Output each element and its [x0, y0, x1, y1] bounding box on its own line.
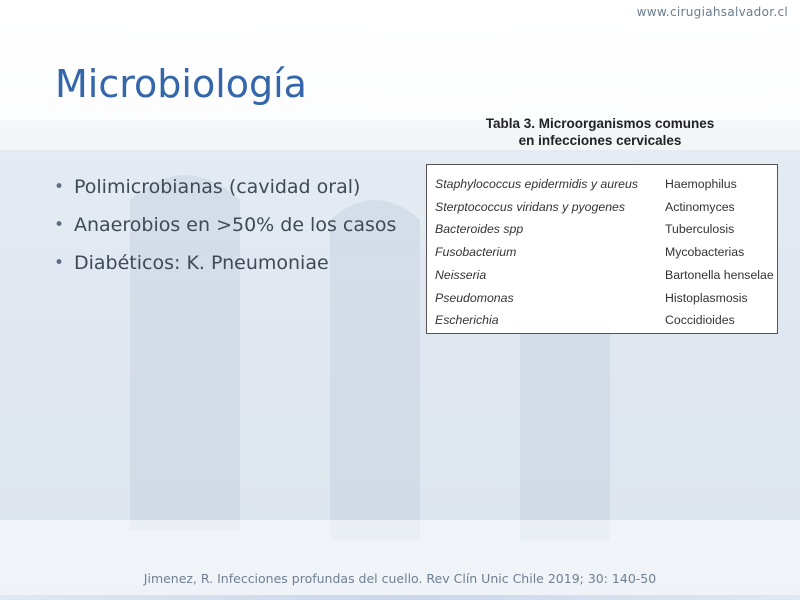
bullet-list [54, 174, 414, 288]
table-cell: Coccidioides [665, 313, 735, 328]
table-cell: Fusobacterium [435, 245, 517, 260]
table-title-line2: en infecciones cervicales [518, 133, 682, 148]
table-cell: Pseudomonas [435, 290, 514, 305]
bullet-dot-icon: • [54, 215, 65, 235]
bullet-dot-icon: • [54, 253, 65, 273]
bullet-item [54, 250, 414, 276]
bullet-text: Diabéticos: K. Pneumoniae [74, 252, 329, 274]
table-cell: Sterptococcus viridans y pyogenes [435, 199, 626, 214]
table-cell: Escherichia [435, 313, 499, 328]
table-cell: Bartonella henselae [665, 267, 774, 282]
bullet-text: Polimicrobianas (cavidad oral) [74, 176, 361, 198]
microorganisms-table [426, 164, 778, 334]
bullet-dot-icon: • [54, 177, 65, 197]
table-title [430, 115, 770, 149]
citation-footer: Jimenez, R. Infecciones profundas del cuello. Rev Clín Unic Chile 2019; 30: 140-50 [143, 571, 657, 586]
bullet-item [54, 174, 414, 200]
table-cell: Staphylococcus epidermidis y aureus [435, 177, 639, 191]
slide-title: Microbiología [55, 62, 307, 106]
site-url: www.cirugiahsalvador.cl [636, 5, 788, 19]
table-column-2 [665, 173, 774, 332]
table-column-1 [435, 173, 638, 332]
bottom-divider [0, 595, 800, 600]
table-cell: Tuberculosis [665, 222, 735, 237]
table-cell: Mycobacterias [665, 245, 745, 260]
bullet-item [54, 212, 414, 238]
bullet-text: Anaerobios en >50% de los casos [74, 214, 397, 236]
table-cell: Actinomyces [665, 199, 735, 214]
table-cell: Histoplasmosis [665, 290, 748, 305]
table-cell: Bacteroides spp [435, 222, 524, 237]
table-cell: Haemophilus [665, 177, 737, 191]
table-cell: Neisseria [435, 267, 487, 282]
table-title-line1: Tabla 3. Microorganismos comunes [485, 116, 715, 131]
